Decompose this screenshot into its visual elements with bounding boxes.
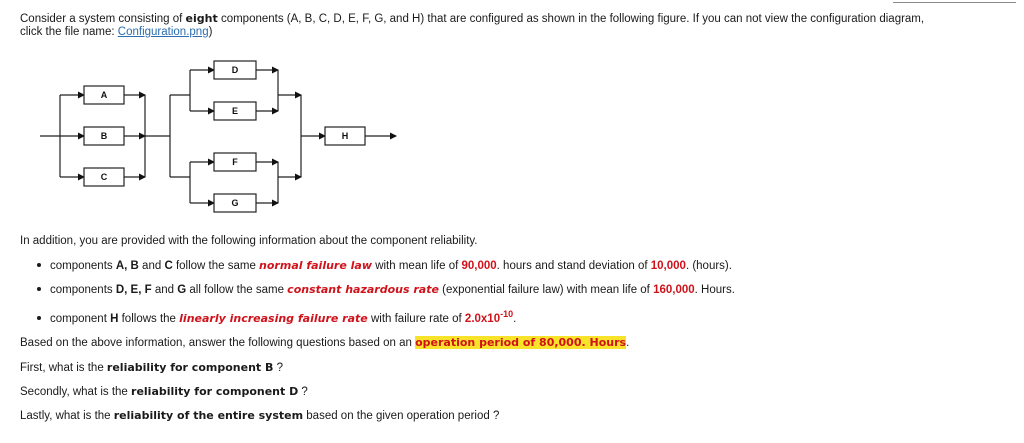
b1-follow: follow the same [172, 260, 260, 272]
b1-and: and [138, 260, 165, 272]
bullet-dot [37, 263, 41, 267]
intro-text: Consider a system consisting of [20, 13, 186, 25]
b3-exponent: -10 [500, 309, 514, 320]
b2-names: D, E, F [115, 284, 152, 296]
q3-end: based on the given operation period ? [303, 410, 500, 422]
q3-bold: reliability of the entire system [113, 409, 304, 422]
component-label-e: E [231, 106, 239, 116]
operation-period-highlight: operation period of 80,000. Hours [415, 336, 627, 349]
intro-paragraph [20, 12, 924, 39]
b1-sd-text: . hours and stand deviation of [496, 260, 651, 272]
b3-rate-text: with failure rate of [367, 313, 465, 325]
configuration-file-link[interactable]: Configuration.png [117, 26, 209, 38]
b1-names: A, B [115, 260, 139, 272]
b2-mean: 160,000 [653, 284, 695, 296]
question-2 [20, 385, 308, 399]
top-rule [893, 2, 1016, 3]
question-1 [20, 361, 283, 375]
q2-text: Secondly, what is the [20, 386, 132, 398]
q3-text: Lastly, what is the [20, 410, 114, 422]
q2-end: ? [298, 386, 308, 398]
b3-name: H [110, 313, 119, 325]
component-label-a: A [100, 90, 108, 100]
b2-text: components [50, 284, 116, 296]
bullet-component-h [37, 309, 517, 326]
b3-end: . [513, 313, 517, 325]
intro-text-2: components (A, B, C, D, E, F, G, and H) that are configured as shown in the following figure. If you can not view the configuration diagram, [217, 13, 925, 25]
q1-bold: reliability for component B [106, 361, 274, 374]
b3-rate: 2.0x10 [464, 313, 501, 325]
bullet-dot [37, 316, 41, 320]
b1-text: components [50, 260, 116, 272]
operation-period-paragraph [20, 336, 629, 350]
b2-g-name: G [177, 284, 187, 296]
b2-law: constant hazardous rate [287, 283, 439, 296]
b1-law: normal failure law [259, 259, 372, 272]
b2-follow: all follow the same [186, 284, 288, 296]
b1-mean: 90,000 [461, 260, 497, 272]
intro-eight: eight [185, 12, 218, 25]
op-text: Based on the above information, answer the following questions based on an [20, 337, 416, 349]
configuration-diagram [30, 55, 410, 225]
b2-mean-text: (exponential failure law) with mean life of [438, 284, 654, 296]
intro-text-4: ) [208, 26, 213, 38]
b1-sd: 10,000 [650, 260, 686, 272]
bullet-components-defg [37, 283, 735, 297]
b3-law: linearly increasing failure rate [179, 312, 368, 325]
component-label-f: F [232, 157, 238, 167]
b1-mean-text: with mean life of [372, 260, 462, 272]
q2-bold: reliability for component D [131, 385, 299, 398]
component-label-g: G [231, 198, 239, 208]
component-label-c: C [100, 172, 108, 182]
component-label-d: D [231, 65, 239, 75]
bullet-dot [37, 287, 41, 291]
component-label-b: B [100, 131, 108, 141]
b1-end: . (hours). [685, 260, 732, 272]
q1-end: ? [273, 362, 283, 374]
intro-text-3: click the file name: [20, 26, 118, 38]
b2-end: . Hours. [694, 284, 735, 296]
q1-text: First, what is the [20, 362, 107, 374]
question-3 [20, 409, 499, 423]
b3-follows: follows the [118, 313, 180, 325]
b3-text: component [50, 313, 111, 325]
bullet-components-abc [37, 259, 732, 273]
b1-c-name: C [164, 260, 173, 272]
info-lead: In addition, you are provided with the following information about the component reliability. [20, 235, 478, 247]
op-end: . [626, 337, 630, 349]
b2-and: and [151, 284, 178, 296]
component-label-h: H [341, 131, 349, 141]
